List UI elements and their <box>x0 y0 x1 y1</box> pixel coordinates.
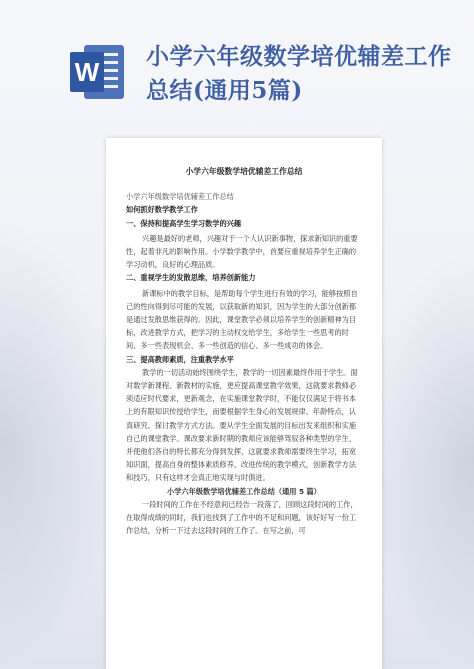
paragraph-1: 兴趣是最好的老师，兴趣对于一个人认识新事物，探求新知识的重要性，起着非凡的影响作用。小学数学教学中，首要应重视培养学生正确的学习动机，良好的心理品质。 <box>126 233 358 270</box>
section-heading-2: 二、重视学生的发散思维，培养创新能力 <box>126 273 256 283</box>
document-subtitle: 小学六年级数学培优辅差工作总结 <box>126 192 234 202</box>
section-heading-main: 如何抓好数学教学工作 <box>126 205 198 215</box>
document-title: 小学六年级数学培优辅差工作总结 <box>185 167 303 176</box>
section-heading-1: 一、保持和提高学生学习数学的兴趣 <box>126 218 242 228</box>
paragraph-3: 教学的一切活动始终围绕学生，教学的一切因素最终作用于学生。面对数学新课程、新教材的实施，更应提高课堂教学效果，这就要求教师必须适应时代要求，更新观念，在实施课堂教学时，不能仅仅满足于将书本上的有限知识传授给学生，而要根据学生身心的发展规律、年龄特点，认真研究、探讨教学方式方法。要从学生全面发展的目标出发来组织和实施自己的课堂教学。课改要求新时期的教师应该能够驾驭各种类型的学生，并使他们各自的特长都充分得到发挥，这就要求教师需要终生学习，拓宽知识面，提高自身的整体素质修养，改进传统的教学模式，创新教学方法和技巧，只有这样才会真正地实现与时俱进。 <box>126 367 358 483</box>
background-shadow-left <box>0 220 120 669</box>
word-document-icon <box>68 43 126 101</box>
section-heading-3: 三、提高教师素质，注重教学水平 <box>126 354 234 364</box>
svg-text:W: W <box>74 57 100 87</box>
document-page <box>106 138 382 669</box>
paragraph-2: 新课标中的教学目标，是帮助每个学生进行有效的学习，能够按照自己的性向得到尽可能的发展，以获取新的知识，因为学生的大部分创新都是通过发散思维获得的。因此，课堂教学必须以培养学生的创新精神为目标，改进教学方式，把学习的主动权交给学生，多给学生一些思考的时间、多一些表现机会、多一些创造的信心、多一些成功的体会。 <box>126 288 358 351</box>
section-heading-4: 小学六年级数学培优辅差工作总结（通用 5 篇） <box>167 486 321 496</box>
document-content <box>126 165 362 537</box>
paragraph-4: 一段时间的工作在不经意间已经告一段落了，回顾这段时间的工作，在取得成绩的同时，我们也找到了工作中的不足和问题，该好好写一份工作总结，分析一下过去这段时间的工作了。在写之前，可 <box>126 499 358 536</box>
hero-title: 小学六年级数学培优辅差工作总结(通用5篇) <box>146 43 452 104</box>
